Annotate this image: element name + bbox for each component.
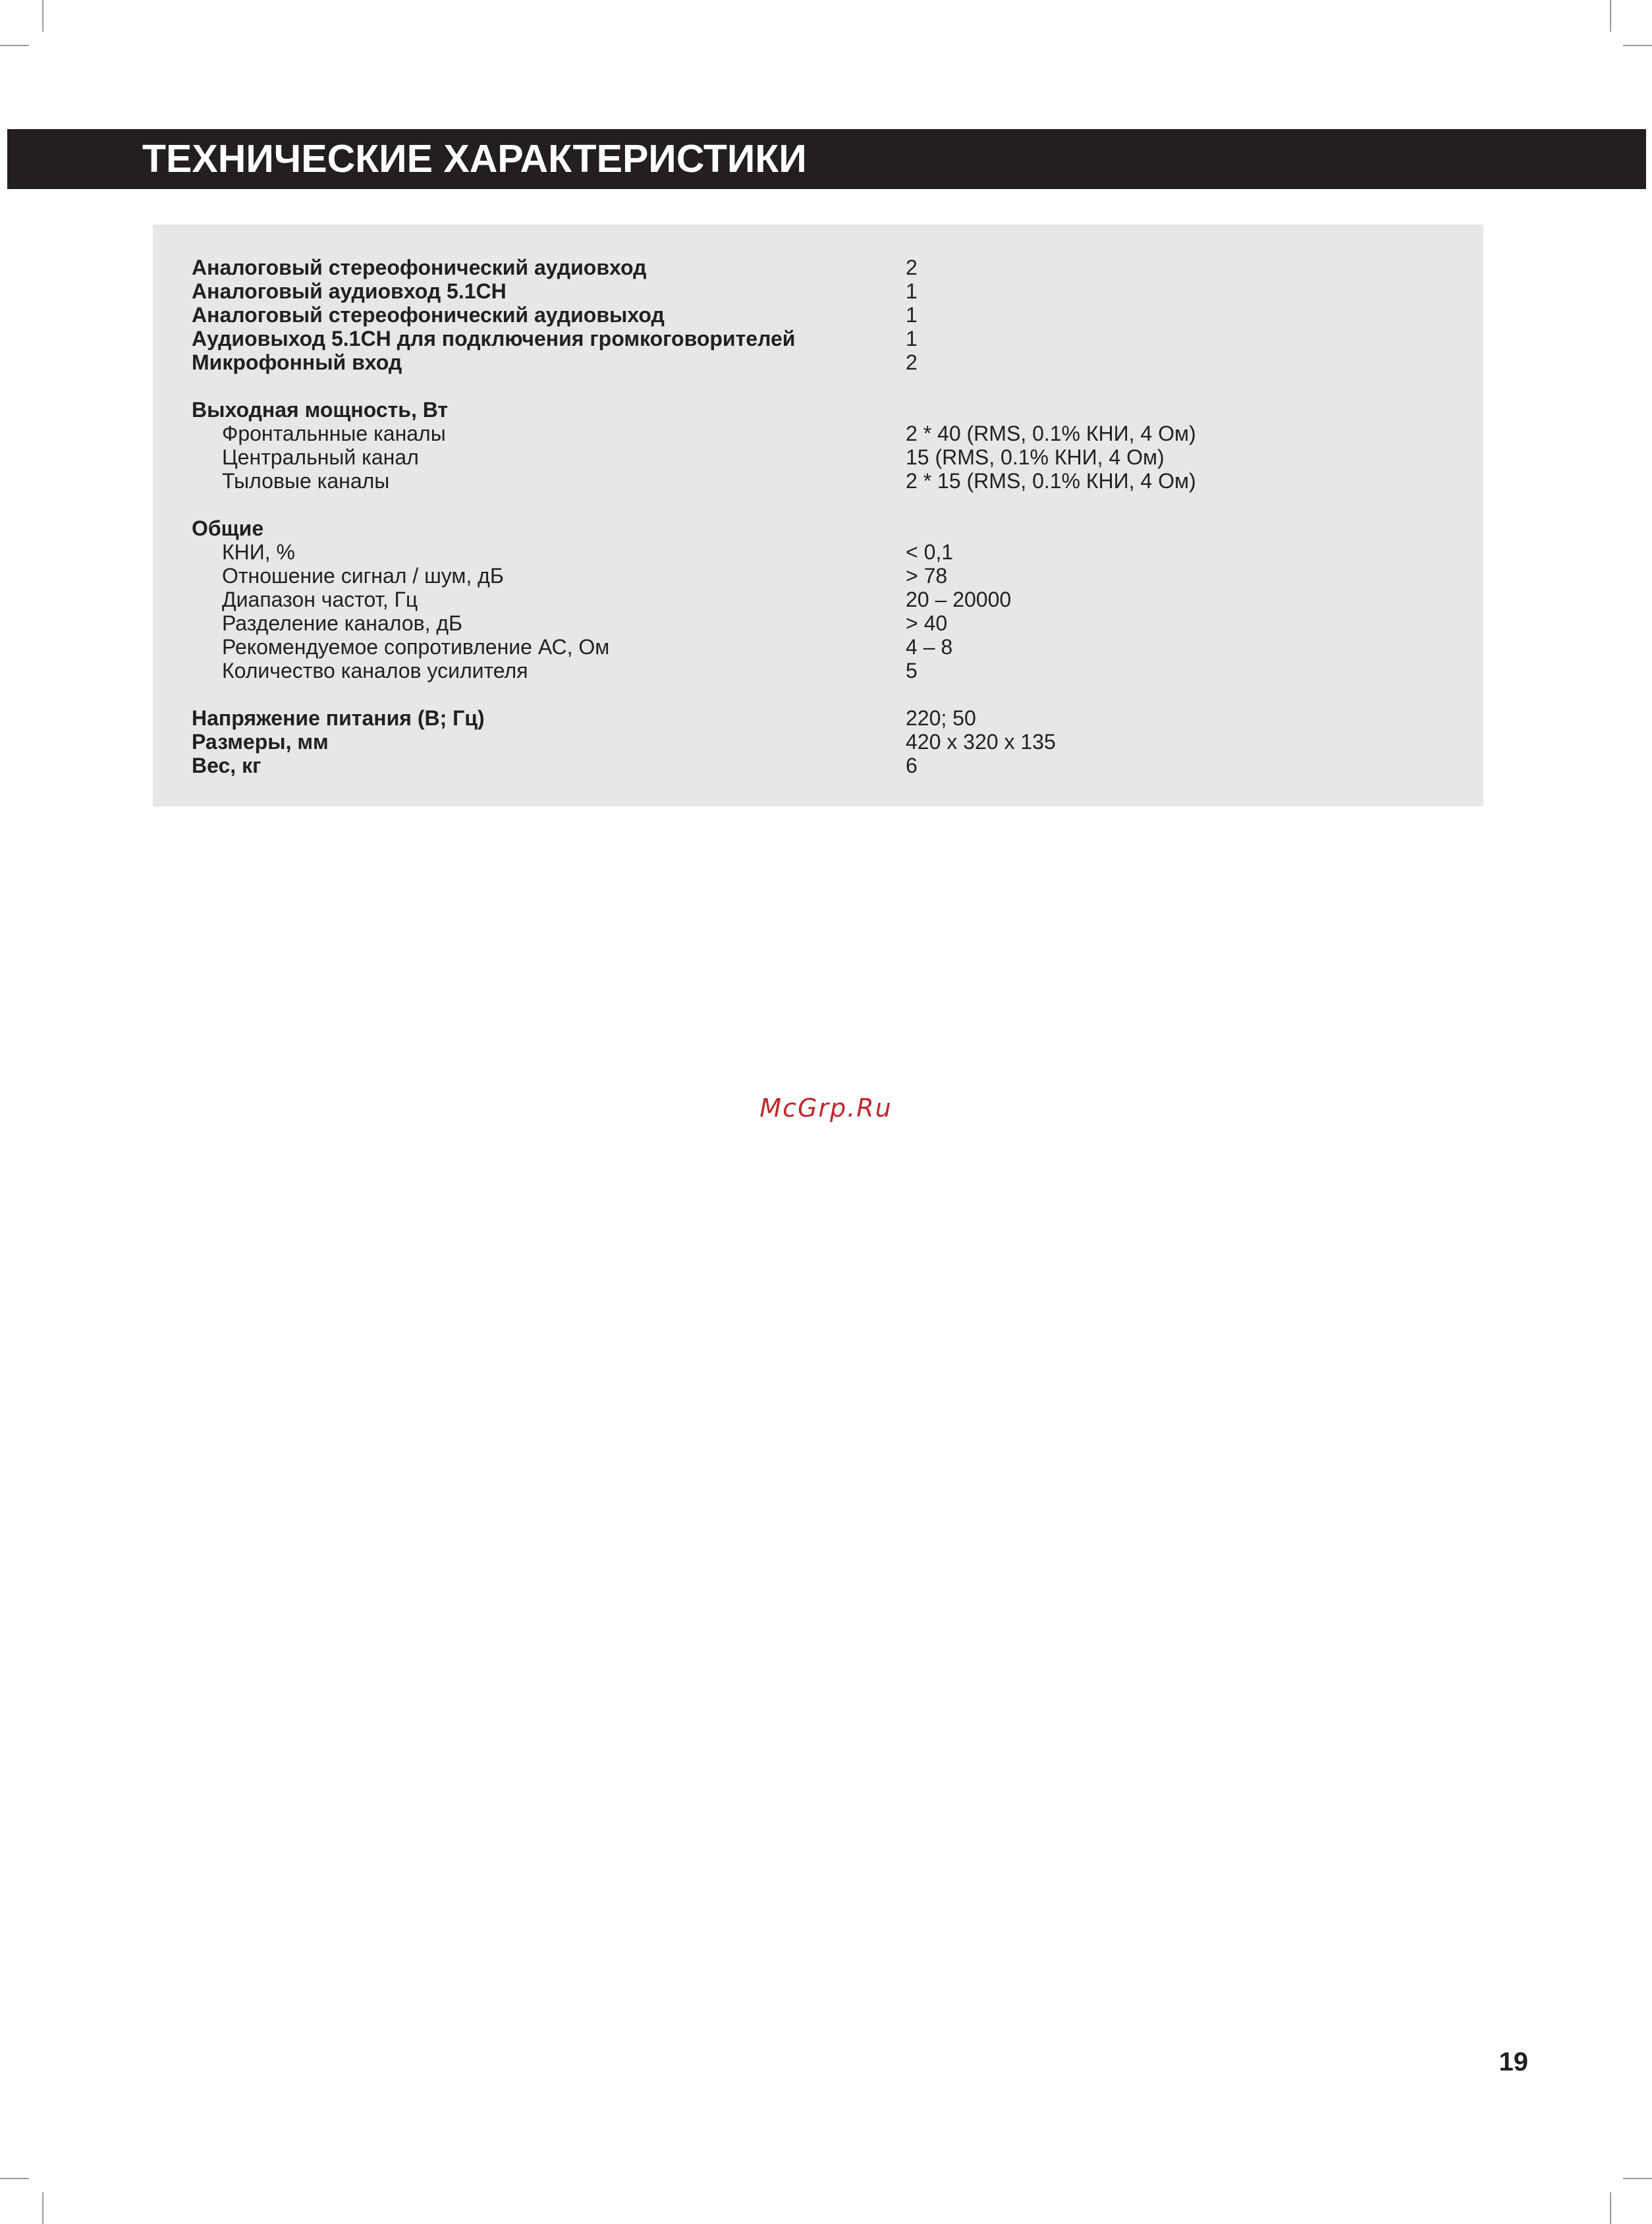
spec-label: Рекомендуемое сопротивление АС, Ом — [222, 635, 610, 659]
spec-label: Отношение сигнал / шум, дБ — [222, 564, 504, 588]
spec-value: 1 — [906, 303, 918, 327]
spec-value: 1 — [906, 279, 918, 303]
watermark-text: McGrp.Ru — [759, 1094, 893, 1123]
spec-value: > 40 — [906, 611, 948, 635]
spec-row — [192, 730, 1443, 754]
spec-label: Количество каналов усилителя — [222, 659, 528, 682]
spec-label: Размеры, мм — [192, 730, 329, 754]
spec-value: 1 — [906, 327, 918, 350]
spec-list — [192, 256, 1443, 777]
spec-label: Аналоговый стереофонический аудиовыход — [192, 303, 665, 327]
spec-heading: Общие — [192, 516, 264, 540]
spec-label: Тыловые каналы — [222, 469, 390, 493]
crop-mark — [0, 45, 29, 46]
crop-mark — [1610, 0, 1611, 32]
spec-value: 2 — [906, 350, 918, 374]
spec-label: Аналоговый стереофонический аудиовход — [192, 256, 647, 279]
crop-mark — [1610, 2192, 1611, 2224]
spec-row — [192, 279, 1443, 303]
crop-mark — [42, 0, 43, 32]
spec-row — [192, 327, 1443, 350]
spec-label: Вес, кг — [192, 754, 262, 777]
section-header-bar — [7, 129, 1646, 189]
spec-group-heading-general — [192, 516, 1443, 540]
crop-mark — [42, 2192, 43, 2224]
spec-value: > 78 — [906, 564, 948, 588]
crop-mark — [0, 2178, 29, 2179]
spec-value: 420 x 320 x 135 — [906, 730, 1056, 754]
spec-row — [192, 635, 1443, 659]
spec-row — [192, 422, 1443, 445]
spec-row — [192, 659, 1443, 682]
spec-value: 220; 50 — [906, 706, 976, 730]
spec-group-heading-power — [192, 398, 1443, 422]
spec-value: 15 (RMS, 0.1% КНИ, 4 Ом) — [906, 445, 1165, 469]
spec-row — [192, 469, 1443, 493]
spec-row — [192, 303, 1443, 327]
spec-table-box — [153, 225, 1483, 806]
spec-value: 20 – 20000 — [906, 588, 1012, 611]
spec-row — [192, 754, 1443, 777]
spec-row — [192, 350, 1443, 374]
spec-value: 5 — [906, 659, 918, 682]
spec-heading: Выходная мощность, Вт — [192, 398, 449, 422]
spec-value: 4 – 8 — [906, 635, 953, 659]
page-title: ТЕХНИЧЕСКИЕ ХАРАКТЕРИСТИКИ — [142, 137, 807, 181]
spec-value: 2 * 15 (RMS, 0.1% КНИ, 4 Ом) — [906, 469, 1196, 493]
spec-label: Аудиовыход 5.1CH для подключения громкоговорителей — [192, 327, 796, 350]
spec-label: Разделение каналов, дБ — [222, 611, 463, 635]
spec-row — [192, 706, 1443, 730]
spec-row — [192, 611, 1443, 635]
spec-value: < 0,1 — [906, 540, 954, 564]
spec-value: 6 — [906, 754, 918, 777]
spec-label: Напряжение питания (В; Гц) — [192, 706, 485, 730]
spec-label: Аналоговый аудиовход 5.1CH — [192, 279, 507, 303]
spec-row — [192, 564, 1443, 588]
page-number: 19 — [1499, 2047, 1528, 2076]
spec-label: Диапазон частот, Гц — [222, 588, 418, 611]
spec-label: Фронтальнные каналы — [222, 422, 446, 445]
spec-row — [192, 540, 1443, 564]
spec-value: 2 — [906, 256, 918, 279]
spec-row — [192, 588, 1443, 611]
spec-label: Микрофонный вход — [192, 350, 402, 374]
spec-label: Центральный канал — [222, 445, 419, 469]
spec-row — [192, 256, 1443, 279]
spec-row — [192, 445, 1443, 469]
spec-value: 2 * 40 (RMS, 0.1% КНИ, 4 Ом) — [906, 422, 1196, 445]
spec-label: КНИ, % — [222, 540, 295, 564]
crop-mark — [1623, 45, 1652, 46]
crop-mark — [1623, 2178, 1652, 2179]
